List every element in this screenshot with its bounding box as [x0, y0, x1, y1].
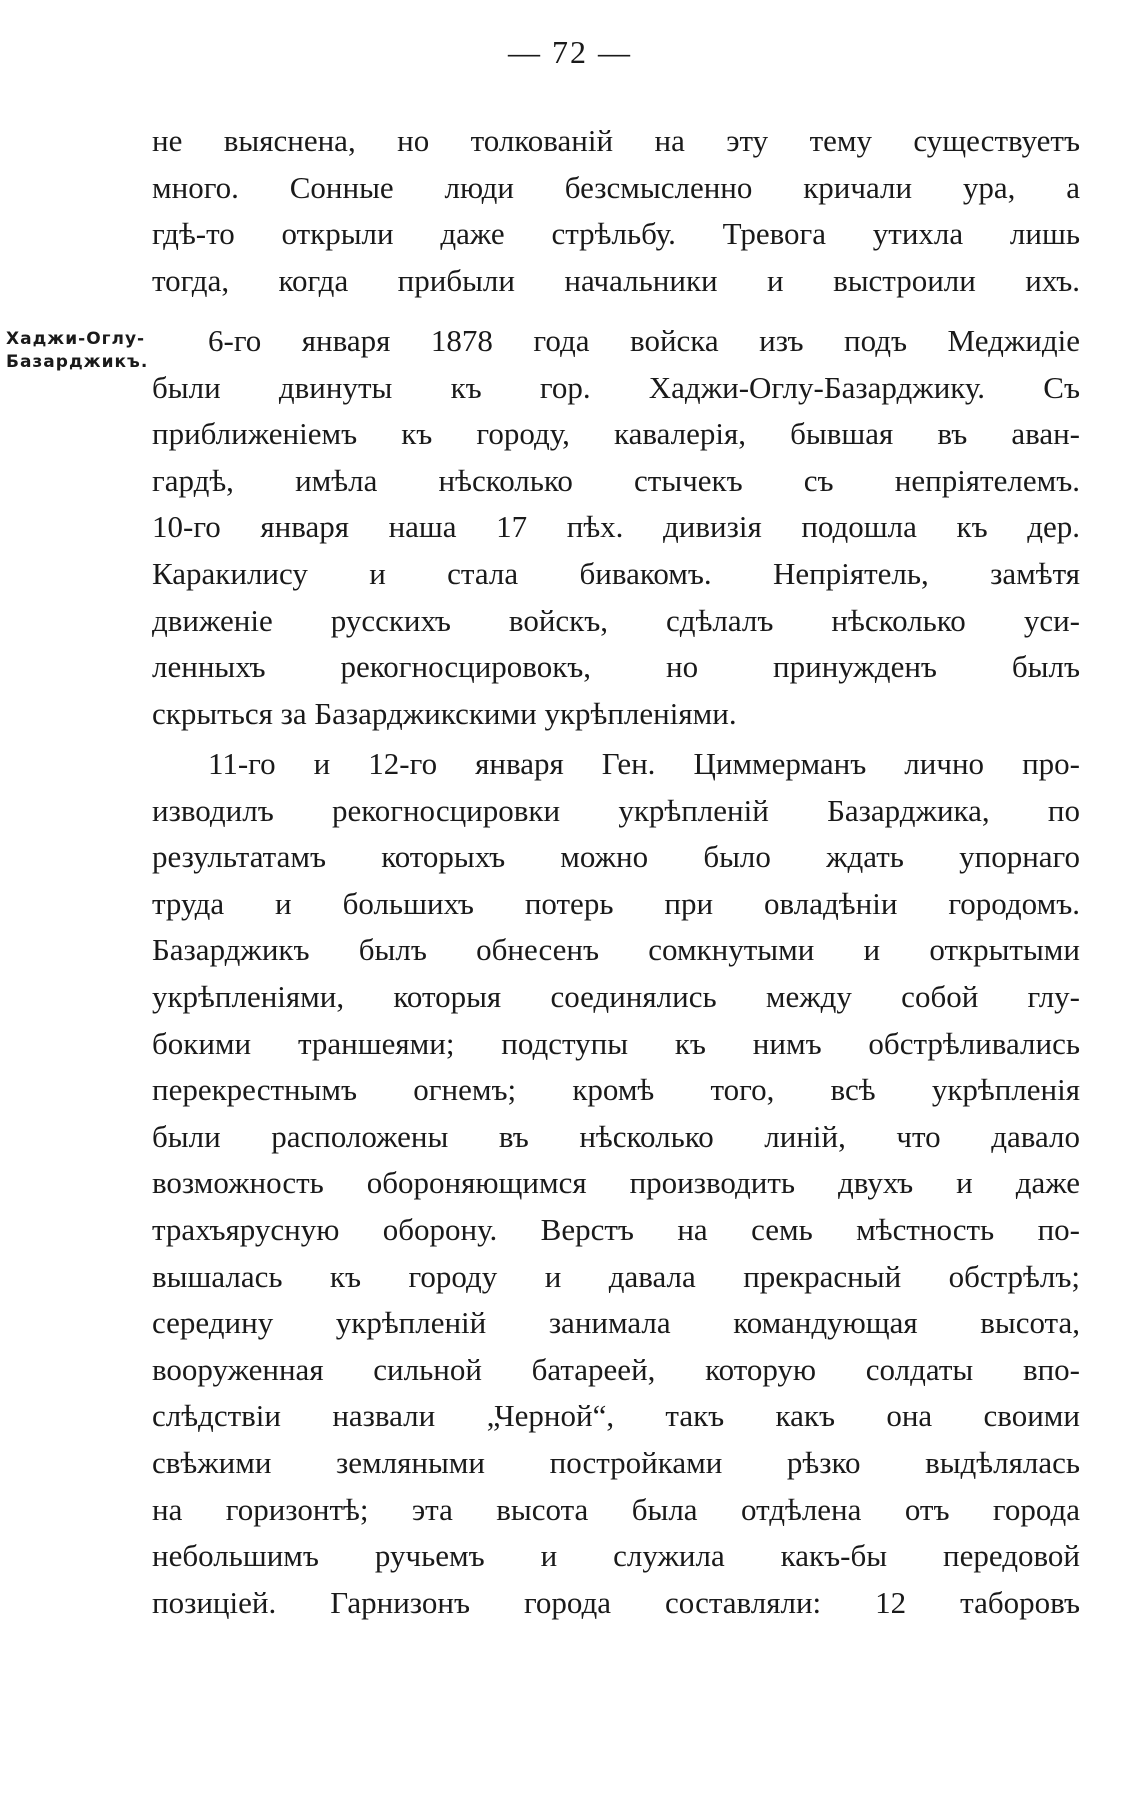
- text-line: 6-го января 1878 года войска изъ подъ Меджидіе: [208, 323, 1080, 358]
- text-line: были двинуты къ гор. Хаджи-Оглу-Базарджику. Съ: [152, 369, 1080, 405]
- text-line: Каракилису и стала бивакомъ. Непріятель, замѣтя: [152, 555, 1080, 591]
- text-line: небольшимъ ручьемъ и служила какъ-бы передовой: [152, 1538, 1080, 1574]
- text-line: гардѣ, имѣла нѣсколько стычекъ съ непріятелемъ.: [152, 462, 1080, 498]
- text-line: были расположены въ нѣсколько линій, что давало: [152, 1118, 1080, 1154]
- text-line: движеніе русскихъ войскъ, сдѣлалъ нѣсколько уси-: [152, 602, 1080, 638]
- text-line: середину укрѣпленій занимала командующая высота,: [152, 1305, 1080, 1341]
- text-line: вооруженная сильной батареей, которую солдаты впо-: [152, 1351, 1080, 1387]
- margin-note-line: Хаджи-Оглу-: [6, 329, 146, 349]
- text-line: трахъярусную оборону. Верстъ на семь мѣстность по-: [152, 1211, 1080, 1247]
- text-line: скрыться за Базарджикскими укрѣпленіями.: [152, 695, 737, 731]
- margin-note: [6, 328, 156, 374]
- text-line: 10-го января наша 17 пѣх. дивизія подошла къ дер.: [152, 509, 1080, 545]
- paragraph-2: [152, 318, 1080, 737]
- text-line: возможность обороняющимся производить двухъ и даже: [152, 1165, 1080, 1201]
- page-number: — 72 —: [508, 34, 632, 70]
- text-line: ленныхъ рекогносцировокъ, но принужденъ былъ: [152, 649, 1080, 685]
- text-line: 11-го и 12-го января Ген. Циммерманъ лично про-: [208, 746, 1080, 781]
- paragraph-3: [152, 741, 1080, 1626]
- text-line: приближеніемъ къ городу, кавалерія, бывшая въ аван-: [152, 416, 1080, 452]
- text-line: много. Сонные люди безсмысленно кричали ура, а: [152, 169, 1080, 205]
- text-line: укрѣпленіями, которыя соединялись между собой глу-: [152, 978, 1080, 1014]
- text-line: на горизонтѣ; эта высота была отдѣлена отъ города: [152, 1491, 1080, 1527]
- text-line: слѣдствіи назвали „Черной“, такъ какъ она своими: [152, 1398, 1080, 1434]
- text-line: вышалась къ городу и давала прекрасный обстрѣлъ;: [152, 1258, 1080, 1294]
- text-line: перекрестнымъ огнемъ; кромѣ того, всѣ укрѣпленія: [152, 1072, 1080, 1108]
- text-line: результатамъ которыхъ можно было ждать упорнаго: [152, 839, 1080, 875]
- text-line: Базарджикъ былъ обнесенъ сомкнутыми и открытыми: [152, 932, 1080, 968]
- paragraph-1: [152, 118, 1080, 304]
- text-line: свѣжими земляными постройками рѣзко выдѣлялась: [152, 1444, 1080, 1480]
- text-line: позиціей. Гарнизонъ города составляли: 12 таборовъ: [152, 1584, 1080, 1620]
- text-line: бокими траншеями; подступы къ нимъ обстрѣливались: [152, 1025, 1080, 1061]
- text-line: изводилъ рекогносцировки укрѣпленій Базарджика, по: [152, 792, 1080, 828]
- text-line: труда и большихъ потерь при овладѣніи городомъ.: [152, 885, 1080, 921]
- text-line: не выяснена, но толкованій на эту тему существуетъ: [152, 123, 1080, 158]
- margin-note-line: Базарджикъ.: [6, 352, 149, 372]
- text-line: гдѣ-то открыли даже стрѣльбу. Тревога утихла лишь: [152, 216, 1080, 252]
- text-line: тогда, когда прибыли начальники и выстроили ихъ.: [152, 262, 1080, 298]
